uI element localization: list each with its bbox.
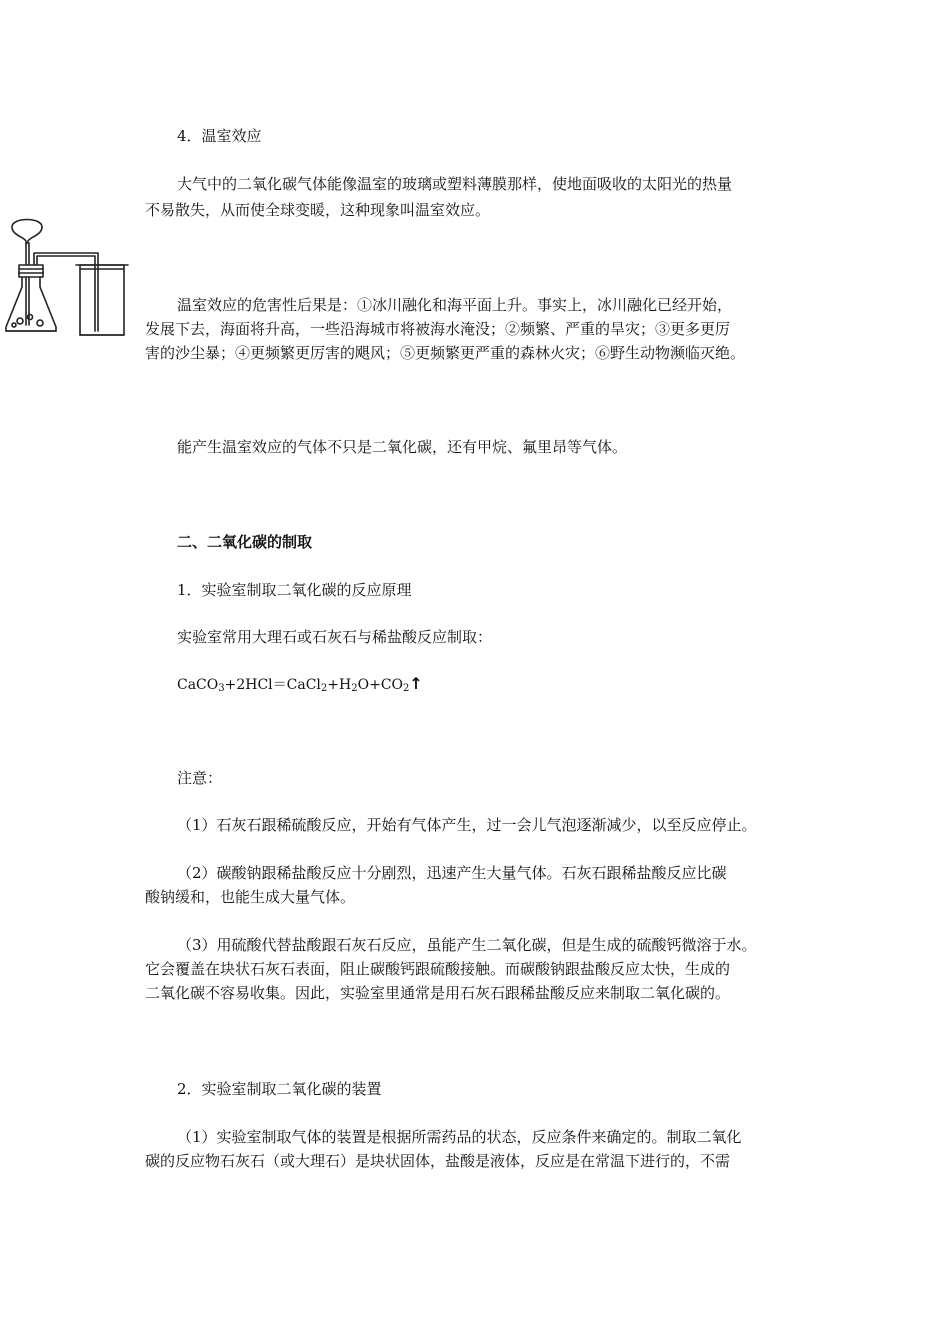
paragraph-line: 碳的反应物石灰石（或大理石）是块状固体，盐酸是液体，反应是在常温下进行的，不需: [145, 1152, 731, 1170]
paragraph-line: 酸钠缓和，也能生成大量气体。: [145, 888, 356, 906]
paragraph-line: 发展下去，海面将升高，一些沿海城市将被海水淹没；②频繁、严重的旱灾；③更多更厉: [145, 320, 731, 338]
subsection-heading: 1．实验室制取二氧化碳的反应原理: [177, 581, 412, 599]
paragraph-line: 它会覆盖在块状石灰石表面，阻止碳酸钙跟硫酸接触。而碳酸钠跟盐酸反应太快，生成的: [145, 960, 731, 978]
section-heading: 4．温室效应: [177, 127, 262, 145]
paragraph-line: （2）碳酸钠跟稀盐酸反应十分剧烈，迅速产生大量气体。石灰石跟稀盐酸反应比碳: [177, 864, 727, 882]
paragraph-line: （1）石灰石跟稀硫酸反应，开始有气体产生，过一会儿气泡逐渐减少，以至反应停止。: [177, 816, 757, 834]
paragraph-line: 害的沙尘暴；④更频繁更厉害的飓风；⑤更频繁更严重的森林火灾；⑥野生动物濒临灭绝。: [145, 344, 746, 362]
paragraph-line: （3）用硫酸代替盐酸跟石灰石反应，虽能产生二氧化碳，但是生成的硫酸钙微溶于水。: [177, 936, 757, 954]
paragraph-line: 大气中的二氧化碳气体能像温室的玻璃或塑料薄膜那样，使地面吸收的太阳光的热量: [177, 175, 733, 193]
paragraph-line: 实验室常用大理石或石灰石与稀盐酸反应制取：: [177, 628, 493, 646]
paragraph-line: 能产生温室效应的气体不只是二氧化碳，还有甲烷、氟里昂等气体。: [177, 438, 628, 456]
paragraph-line: （1）实验室制取气体的装置是根据所需药品的状态，反应条件来确定的。制取二氧化: [177, 1128, 742, 1146]
paragraph-line: 温室效应的危害性后果是：①冰川融化和海平面上升。事实上，冰川融化已经开始，: [177, 296, 733, 314]
section-heading: 二、二氧化碳的制取: [177, 533, 313, 551]
gas-generation-apparatus-icon: [0, 213, 135, 338]
paragraph-line: 不易散失，从而使全球变暖，这种现象叫温室效应。: [145, 201, 491, 219]
chemical-equation: $CaCO_3+2HCl=CaCl_2+H_2O+CO_2↑$: [177, 674, 423, 694]
up-arrow-icon: ↑: [409, 674, 423, 693]
note-label: 注意：: [177, 769, 223, 787]
paragraph-line: 二氧化碳不容易收集。因此，实验室里通常是用石灰石跟稀盐酸反应来制取二氧化碳的。: [145, 984, 731, 1002]
subsection-heading: 2．实验室制取二氧化碳的装置: [177, 1080, 382, 1098]
